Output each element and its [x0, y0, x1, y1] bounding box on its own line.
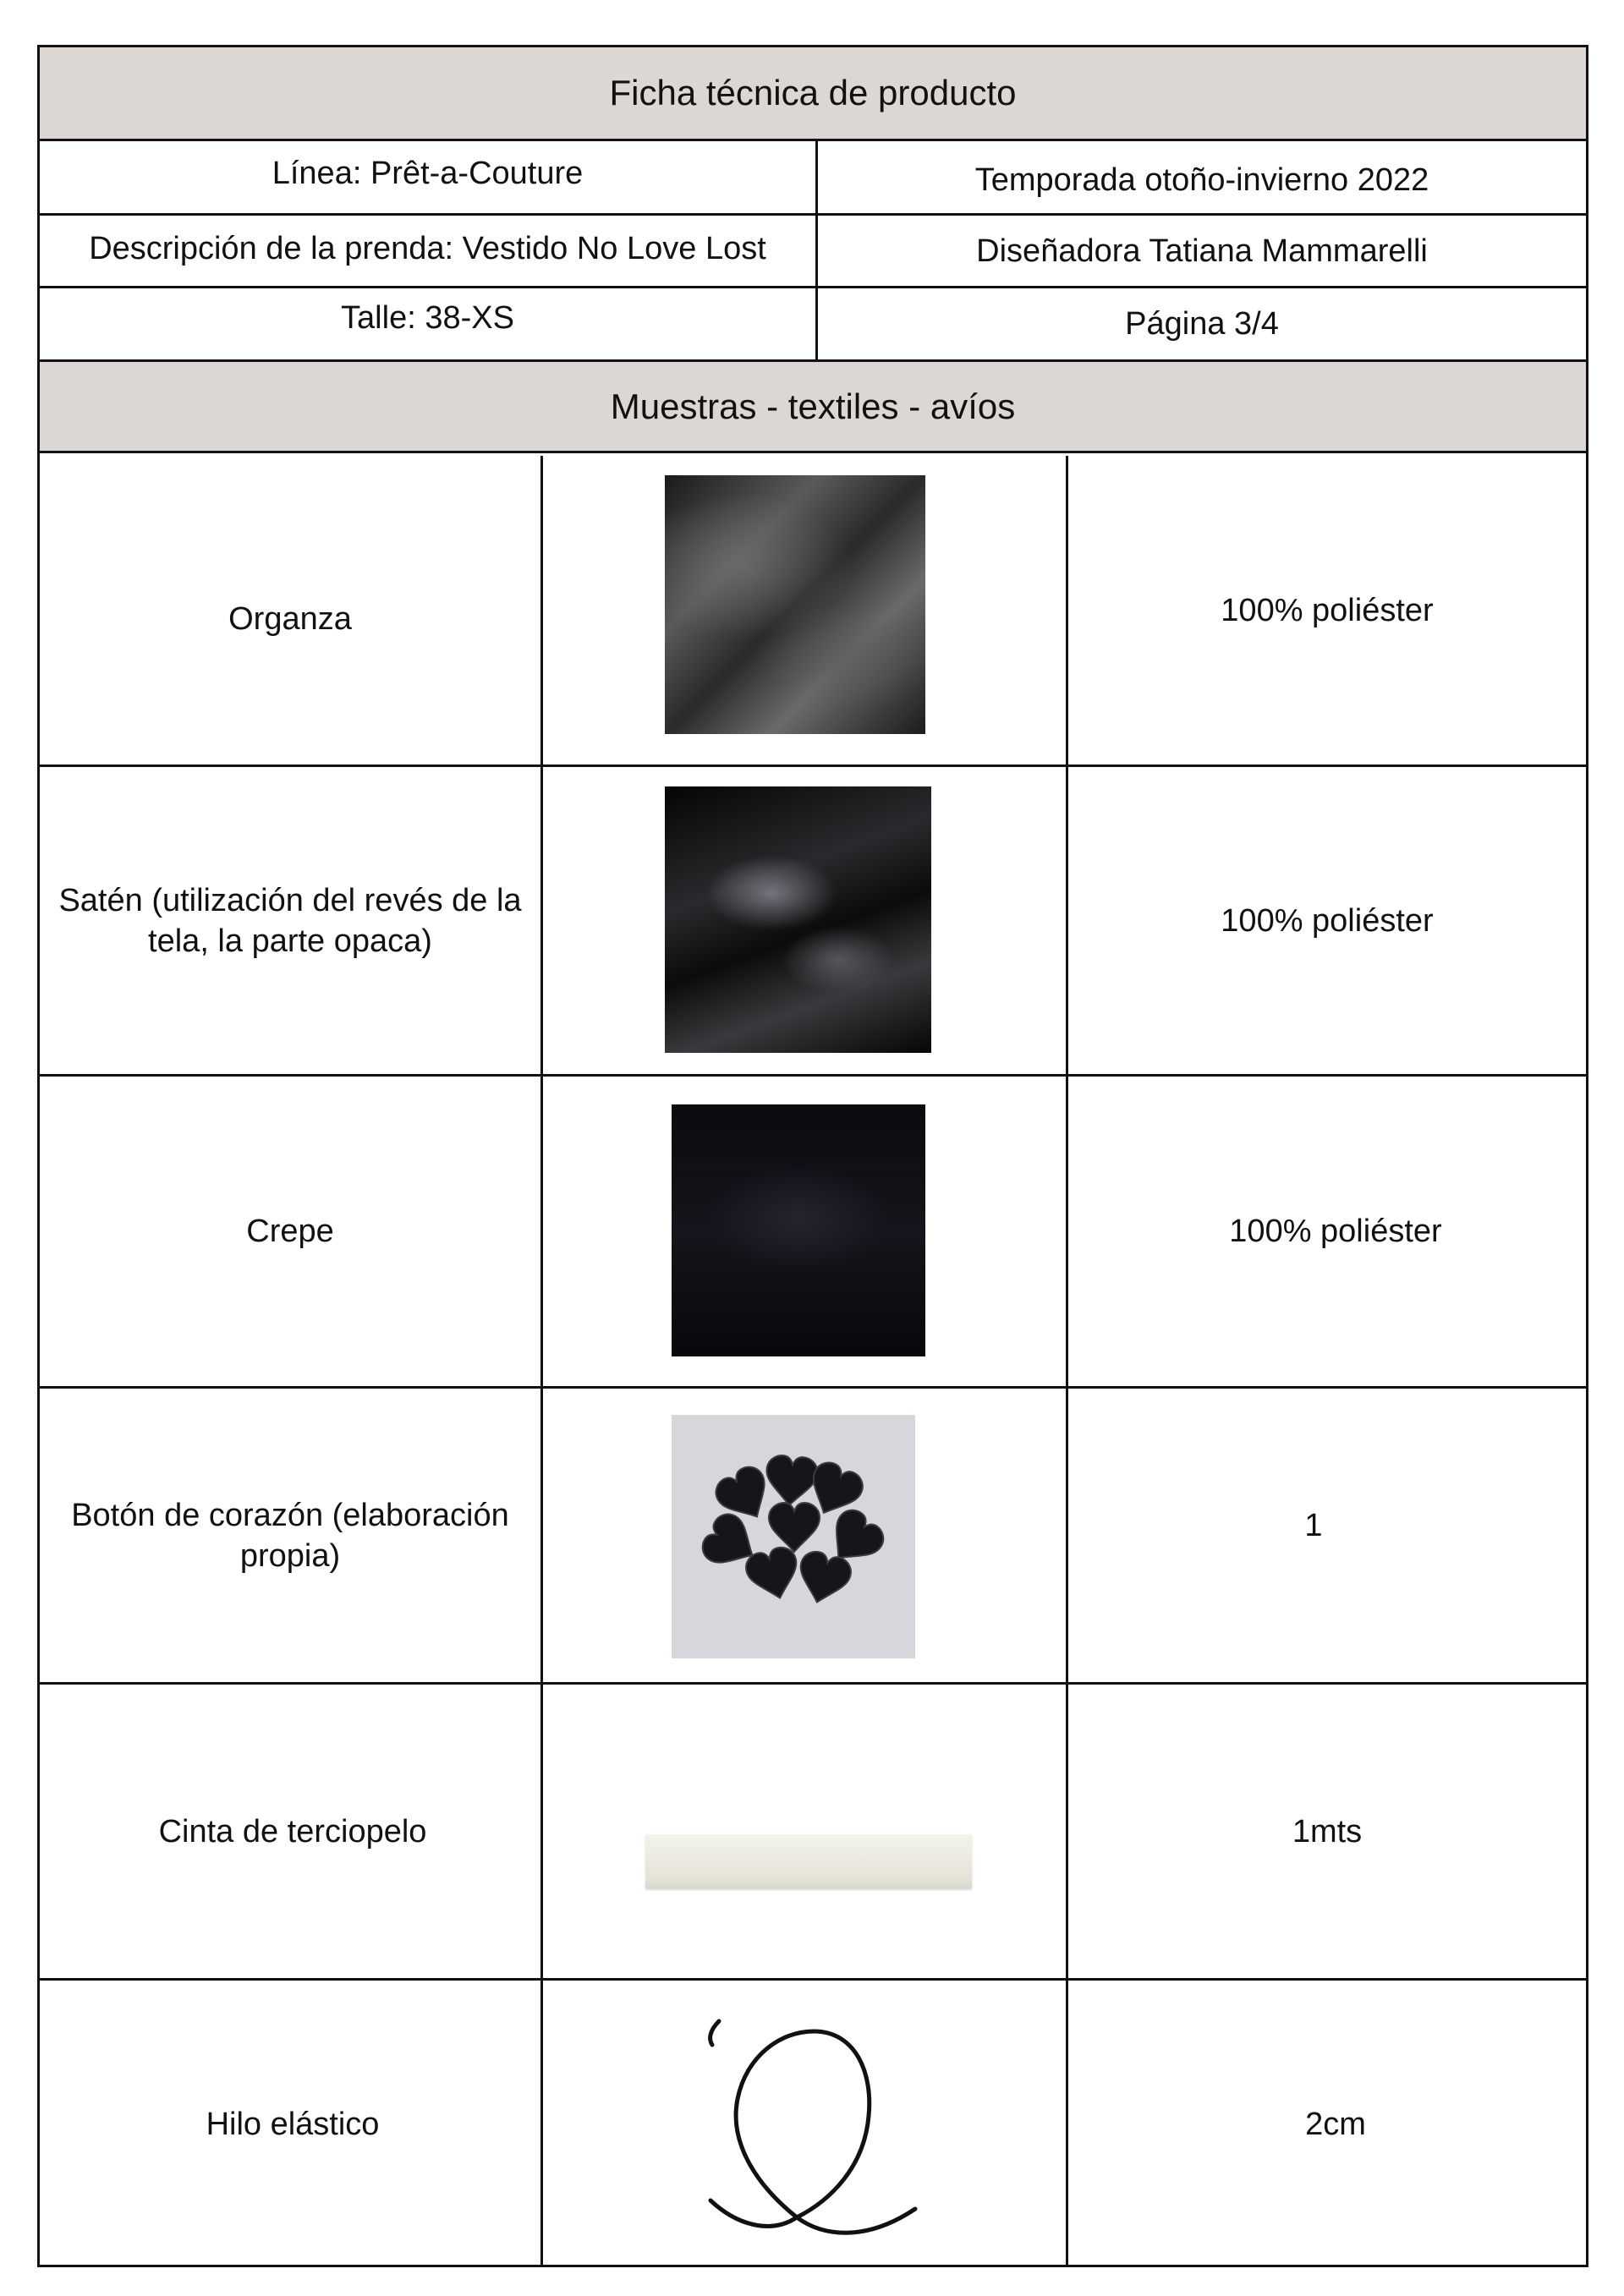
row-name: Hilo elástico	[206, 2106, 380, 2142]
row-value: 100% poliéster	[1229, 1214, 1442, 1249]
heart-buttons-image	[672, 1415, 915, 1658]
elastic-cord-icon	[704, 2006, 924, 2260]
heart-buttons-icon	[672, 1415, 915, 1658]
row-name: Satén (utilización del revés de la tela, la parte opaca)	[58, 882, 522, 959]
row-value: 100% poliéster	[1221, 902, 1434, 939]
info-talle: Talle: 38-XS	[341, 300, 514, 336]
row-value: 1mts	[1292, 1813, 1363, 1849]
info-pagina: Página 3/4	[1125, 306, 1279, 342]
elastic-cord-image	[704, 2006, 924, 2260]
row-name: Organza	[228, 600, 352, 637]
info-descripcion: Descripción de la prenda: Vestido No Love Lost	[89, 230, 766, 266]
row-name: Cinta de terciopelo	[158, 1813, 427, 1849]
product-spec-sheet	[37, 45, 1588, 2267]
info-linea: Línea: Prêt-a-Couture	[272, 155, 584, 191]
organza-fabric-image	[665, 475, 925, 734]
row-name: Crepe	[246, 1214, 334, 1249]
row-value: 2cm	[1305, 2106, 1366, 2142]
sheet-title: Ficha técnica de producto	[40, 47, 1586, 141]
section-title: Muestras - textiles - avíos	[40, 359, 1586, 453]
crepe-fabric-image	[672, 1104, 925, 1356]
info-disenadora: Diseñadora Tatiana Mammarelli	[976, 233, 1428, 269]
saten-fabric-image	[665, 786, 931, 1053]
velvet-ribbon-image	[645, 1834, 972, 1888]
row-value: 1	[1304, 1507, 1323, 1543]
row-value: 100% poliéster	[1221, 592, 1434, 628]
divider	[540, 456, 543, 2267]
row-name: Botón de corazón (elaboración propia)	[71, 1497, 509, 1574]
info-temporada: Temporada otoño-invierno 2022	[974, 162, 1429, 198]
